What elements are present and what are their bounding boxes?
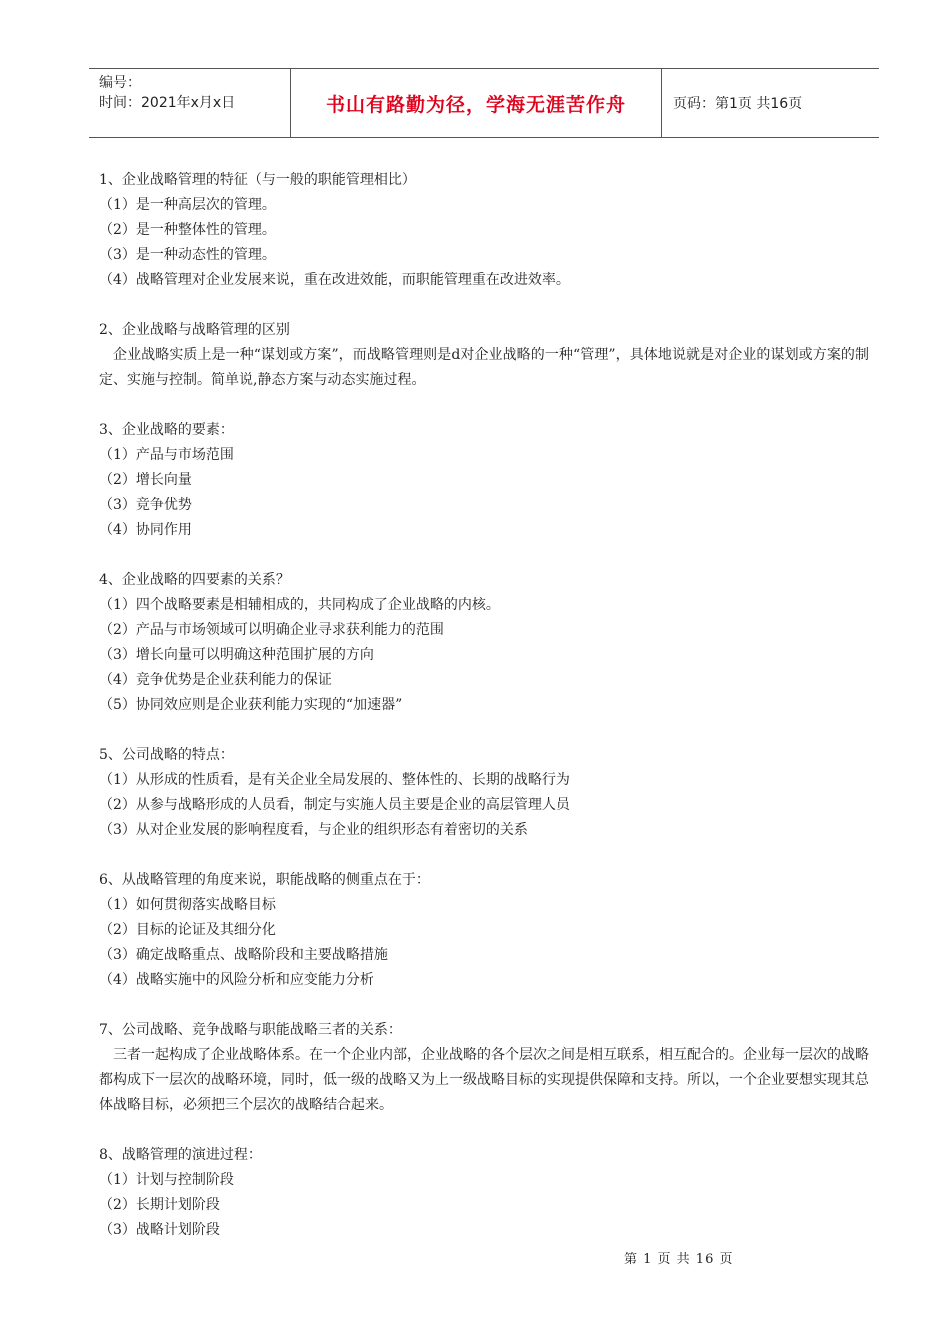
header-meta [89,69,289,137]
section-7 [99,1018,869,1118]
list-item: （1）是一种高层次的管理。 [99,197,276,213]
list-item: （3）战略计划阶段 [99,1222,220,1238]
section-paragraph: 三者一起构成了企业战略体系。在一个企业内部，企业战略的各个层次之间是相互联系，相互配合的。企业每一层次的战略都构成下一层次的战略环境，同时，低一级的战略又为上一级战略目标的实现提供保障和支持。所以，一个企业要想实现其总体战略目标，必须把三个层次的战略结合起来。 [99,1047,869,1113]
section-title: 1、企业战略管理的特征（与一般的职能管理相比） [99,172,416,188]
page-header [89,68,879,138]
document-body [99,168,869,1268]
section-title: 5、公司战略的特点： [99,747,234,763]
list-item: （3）是一种动态性的管理。 [99,247,276,263]
motto: 书山有路勤为径，学海无涯苦作舟 [325,93,626,116]
section-4 [99,568,869,718]
list-item: （2）产品与市场领域可以明确企业寻求获利能力的范围 [99,622,444,638]
section-title: 3、企业战略的要素： [99,422,234,438]
list-item: （5）协同效应则是企业获利能力实现的“加速器” [99,697,403,713]
list-item: （2）从参与战略形成的人员看，制定与实施人员主要是企业的高层管理人员 [99,797,570,813]
list-item: （1）从形成的性质看，是有关企业全局发展的、整体性的、长期的战略行为 [99,772,570,788]
section-6 [99,868,869,993]
list-item: （4）竞争优势是企业获利能力的保证 [99,672,332,688]
list-item: （1）四个战略要素是相辅相成的，共同构成了企业战略的内核。 [99,597,500,613]
section-title: 7、公司战略、竞争战略与职能战略三者的关系： [99,1022,402,1038]
number-label: 编号： [99,75,141,91]
list-item: （3）竞争优势 [99,497,192,513]
section-title: 2、企业战略与战略管理的区别 [99,322,290,338]
section-2 [99,318,869,393]
list-item: （4）协同作用 [99,522,192,538]
list-item: （1）计划与控制阶段 [99,1172,234,1188]
list-item: （3）增长向量可以明确这种范围扩展的方向 [99,647,374,663]
list-item: （2）是一种整体性的管理。 [99,222,276,238]
section-title: 8、战略管理的演进过程： [99,1147,262,1163]
section-title: 4、企业战略的四要素的关系？ [99,572,290,588]
list-item: （1）产品与市场范围 [99,447,234,463]
page-info: 页码：第1页 共16页 [673,96,803,112]
section-3 [99,418,869,543]
section-8 [99,1143,869,1243]
page-footer: 第 1 页 共 16 页 [624,1252,734,1267]
time-label: 时间：2021年x月x日 [99,95,236,111]
list-item: （1）如何贯彻落实战略目标 [99,897,276,913]
section-paragraph: 企业战略实质上是一种“谋划或方案”，而战略管理则是d对企业战略的一种“管理”，具体地说就是对企业的谋划或方案的制定、实施与控制。简单说,静态方案与动态实施过程。 [99,347,869,388]
list-item: （2）增长向量 [99,472,192,488]
section-1 [99,168,869,293]
list-item: （4）战略管理对企业发展来说，重在改进效能，而职能管理重在改进效率。 [99,272,570,288]
section-title: 6、从战略管理的角度来说，职能战略的侧重点在于： [99,872,430,888]
list-item: （2）目标的论证及其细分化 [99,922,276,938]
list-item: （2）长期计划阶段 [99,1197,220,1213]
section-5 [99,743,869,843]
list-item: （3）从对企业发展的影响程度看，与企业的组织形态有着密切的关系 [99,822,528,838]
list-item: （3）确定战略重点、战略阶段和主要战略措施 [99,947,388,963]
list-item: （4）战略实施中的风险分析和应变能力分析 [99,972,374,988]
header-page-info [663,69,879,137]
header-motto-cell [290,69,662,137]
